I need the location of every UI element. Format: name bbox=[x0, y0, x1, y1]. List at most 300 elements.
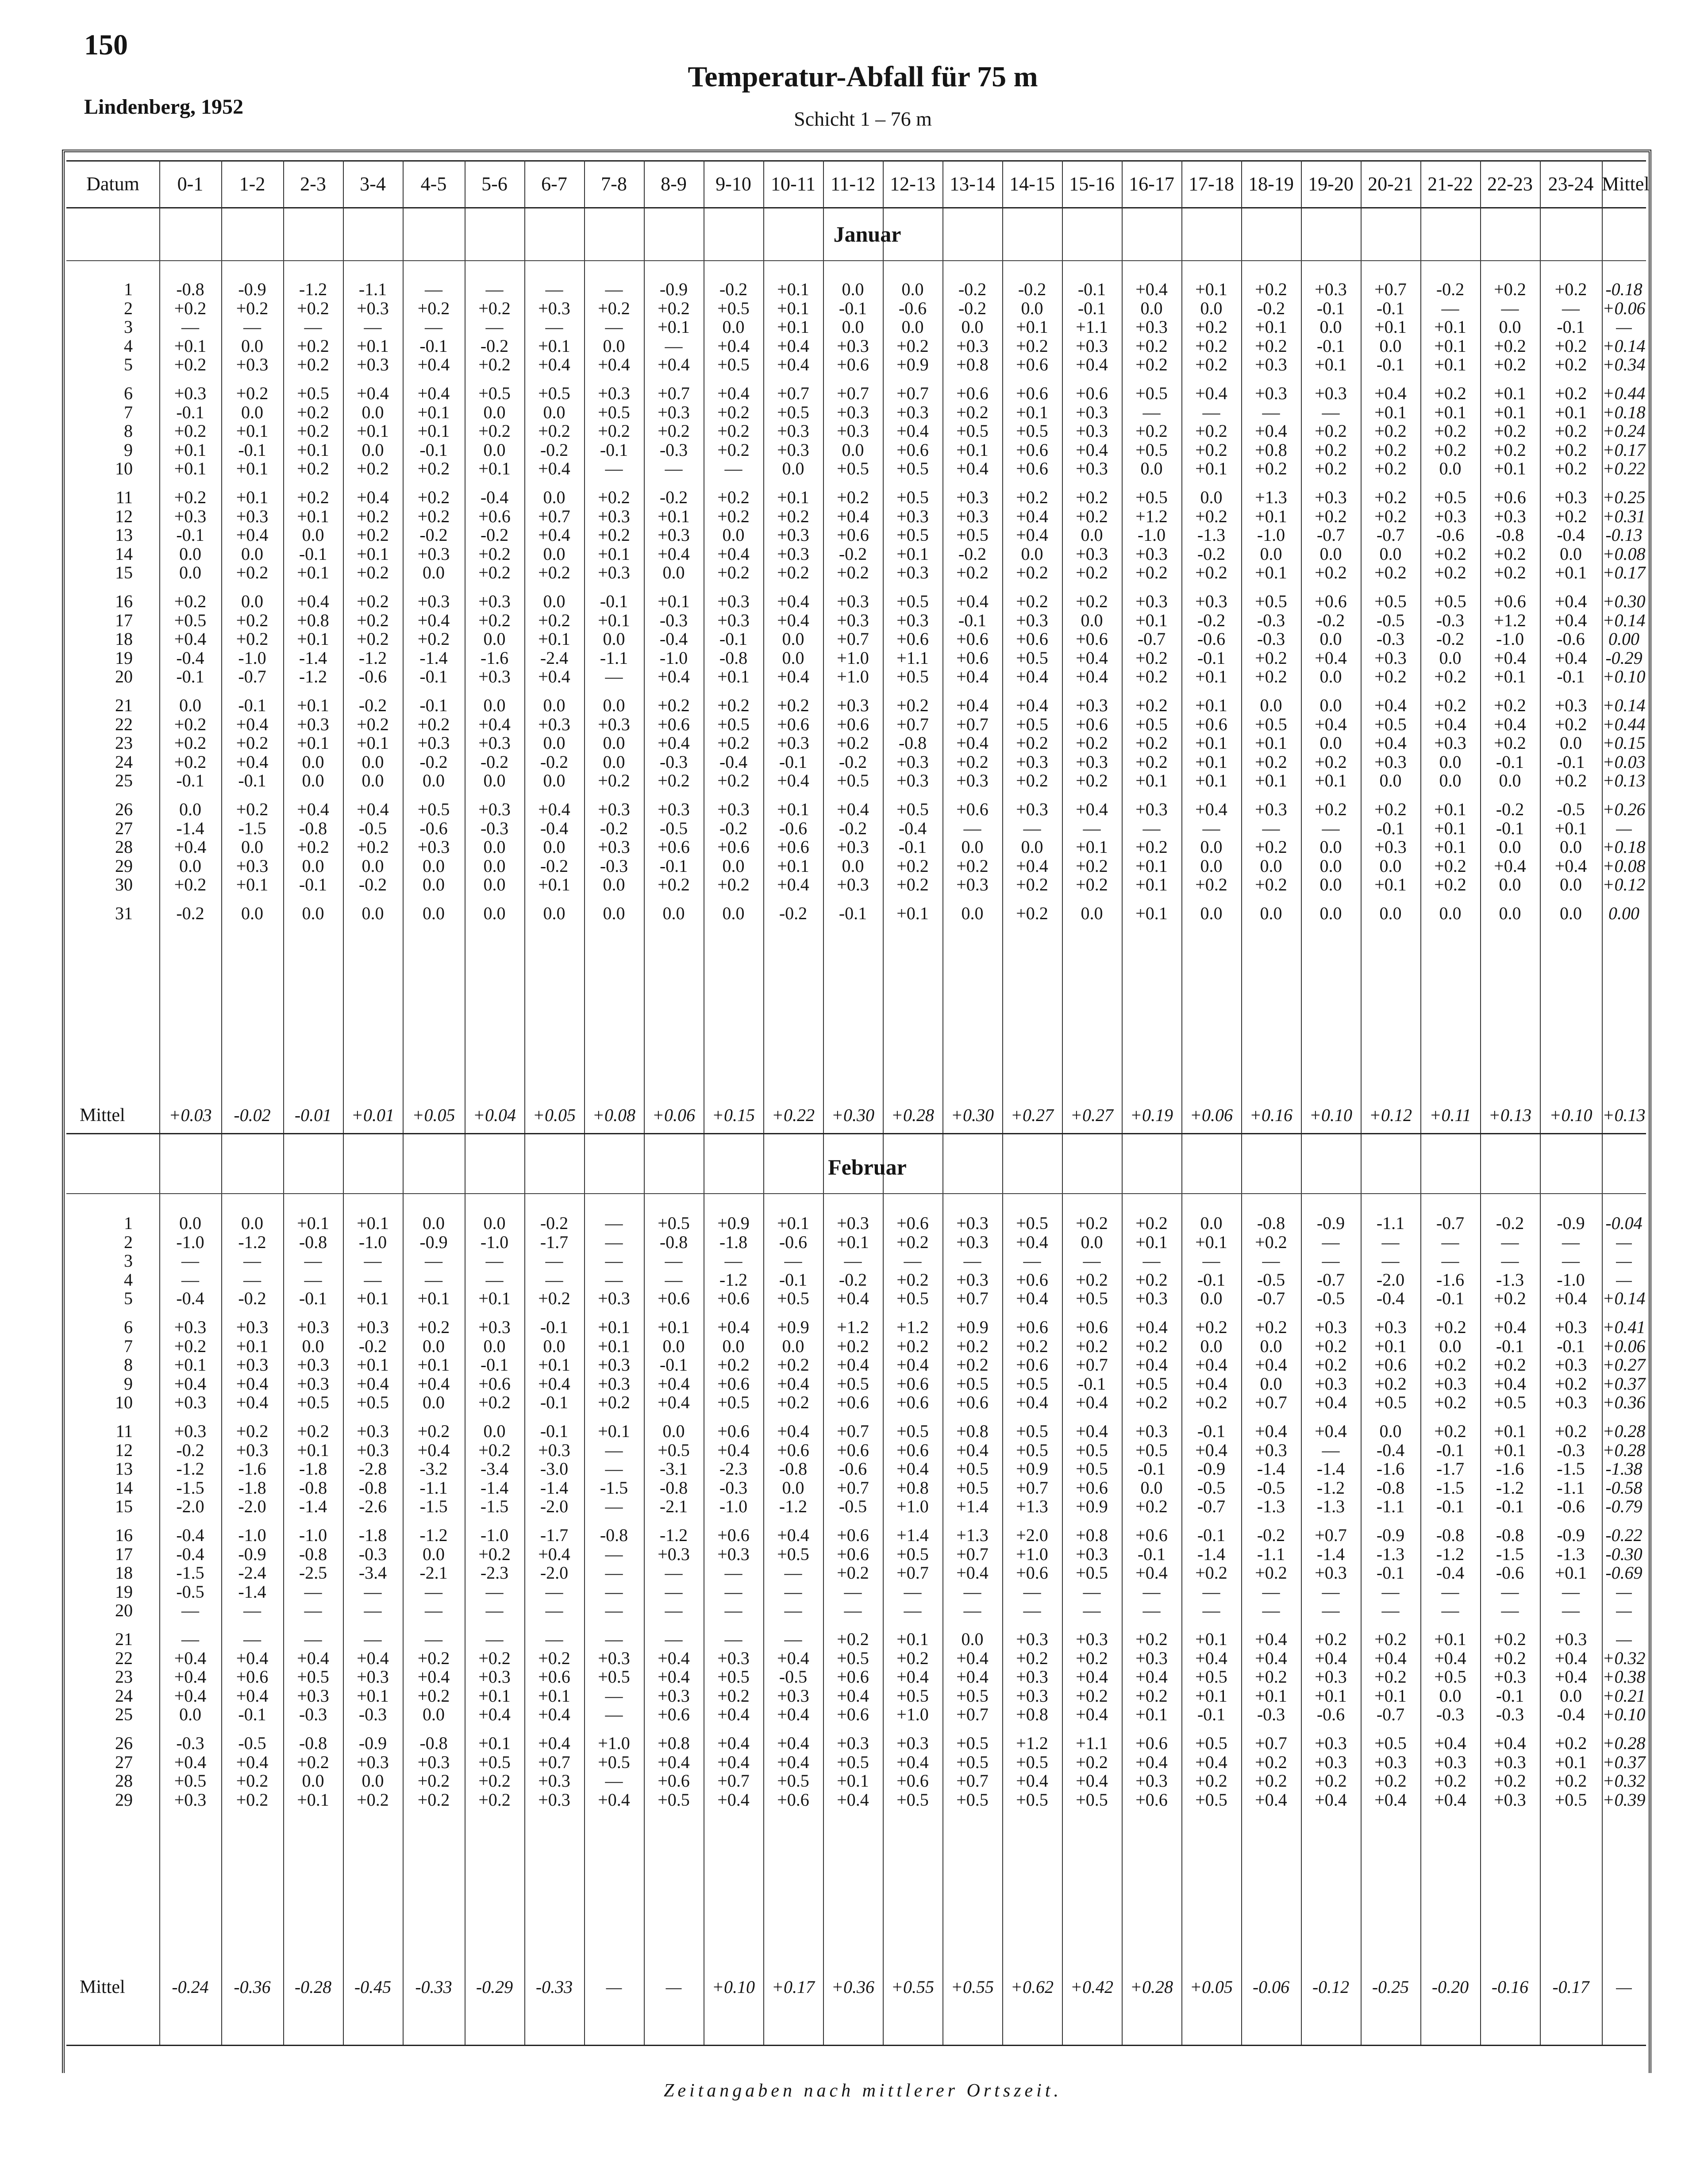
value-cell: +0.1 bbox=[357, 1288, 389, 1309]
value-cell: +0.2 bbox=[1076, 1752, 1108, 1772]
value-cell: -1.5 bbox=[419, 1496, 448, 1517]
value-cell: +0.3 bbox=[478, 1667, 511, 1687]
value-cell: +0.5 bbox=[837, 459, 869, 479]
daily-mean-cell: +0.41 bbox=[1602, 1317, 1646, 1337]
value-cell: -0.2 bbox=[358, 695, 387, 715]
daily-mean-cell: +0.28 bbox=[1602, 1421, 1646, 1441]
value-cell: +0.3 bbox=[1135, 591, 1168, 611]
value-cell: — bbox=[724, 1629, 742, 1649]
value-cell: -0.1 bbox=[176, 525, 204, 545]
value-cell: +0.3 bbox=[777, 525, 809, 545]
hourly-mean-cell: -0.29 bbox=[476, 1977, 513, 1997]
value-cell: +0.1 bbox=[777, 298, 809, 318]
value-cell: -0.1 bbox=[1197, 1704, 1226, 1725]
value-cell: +1.3 bbox=[956, 1525, 989, 1545]
value-cell: +0.2 bbox=[236, 799, 269, 819]
value-cell: — bbox=[1381, 1251, 1400, 1271]
value-cell: +0.2 bbox=[417, 1648, 450, 1668]
value-cell: +0.2 bbox=[1195, 355, 1227, 375]
value-cell: +0.4 bbox=[174, 1752, 207, 1772]
column-header: Datum bbox=[86, 173, 139, 195]
value-cell: +0.4 bbox=[777, 875, 809, 895]
value-cell: -1.2 bbox=[1316, 1477, 1345, 1498]
value-cell: 0.0 bbox=[603, 751, 625, 772]
value-cell: +0.3 bbox=[1374, 751, 1407, 772]
value-cell: +1.0 bbox=[837, 647, 869, 668]
value-cell: +0.1 bbox=[777, 855, 809, 876]
value-cell: +0.3 bbox=[174, 1317, 207, 1337]
value-cell: +0.4 bbox=[1076, 439, 1108, 460]
value-cell: 0.0 bbox=[302, 903, 324, 923]
value-cell: 0.0 bbox=[543, 903, 565, 923]
daily-mean-cell: -1.38 bbox=[1605, 1459, 1643, 1479]
value-cell: 0.0 bbox=[483, 1421, 506, 1441]
value-cell: -1.4 bbox=[238, 1581, 266, 1602]
date-cell: 5 bbox=[124, 1288, 133, 1309]
value-cell: — bbox=[963, 1251, 981, 1271]
value-cell: +0.4 bbox=[1076, 1421, 1108, 1441]
date-cell: 7 bbox=[124, 402, 133, 422]
value-cell: -0.8 bbox=[419, 1733, 448, 1753]
value-cell: -1.0 bbox=[1257, 525, 1285, 545]
value-cell: +0.3 bbox=[417, 837, 450, 857]
value-cell: 0.0 bbox=[662, 1336, 685, 1356]
value-cell: +0.3 bbox=[1135, 543, 1168, 564]
hourly-mean-cell: +0.05 bbox=[533, 1105, 576, 1125]
value-cell: +0.2 bbox=[658, 695, 690, 715]
value-cell: 0.0 bbox=[1200, 1336, 1223, 1356]
value-cell: +0.2 bbox=[1135, 335, 1168, 356]
value-cell: 0.0 bbox=[483, 695, 506, 715]
value-cell: +0.3 bbox=[837, 610, 869, 630]
value-cell: -1.4 bbox=[1316, 1544, 1345, 1564]
value-cell: +0.2 bbox=[1554, 383, 1587, 403]
value-cell: +0.1 bbox=[236, 421, 269, 441]
value-cell: — bbox=[425, 1251, 442, 1271]
value-cell: +0.2 bbox=[837, 1629, 869, 1649]
value-cell: -1.5 bbox=[1496, 1544, 1524, 1564]
value-cell: +0.3 bbox=[1315, 1563, 1347, 1583]
value-cell: +0.1 bbox=[538, 1685, 570, 1706]
value-cell: -0.7 bbox=[1436, 1213, 1465, 1233]
value-cell: +0.3 bbox=[357, 1667, 389, 1687]
value-cell: 0.0 bbox=[1439, 459, 1462, 479]
value-cell: +0.2 bbox=[1315, 506, 1347, 526]
value-cell: +0.2 bbox=[417, 487, 450, 507]
value-cell: +0.4 bbox=[717, 1733, 750, 1753]
daily-mean-cell: 0.00 bbox=[1608, 629, 1639, 649]
value-cell: +0.3 bbox=[717, 799, 750, 819]
value-cell: 0.0 bbox=[543, 771, 565, 791]
value-cell: +0.1 bbox=[478, 1288, 511, 1309]
value-cell: -1.5 bbox=[1557, 1459, 1585, 1479]
value-cell: +0.2 bbox=[357, 837, 389, 857]
value-cell: +0.1 bbox=[236, 875, 269, 895]
value-cell: +0.5 bbox=[1076, 1440, 1108, 1460]
value-cell: -0.5 bbox=[1557, 799, 1585, 819]
value-cell: +0.2 bbox=[174, 875, 207, 895]
value-cell: +0.2 bbox=[174, 421, 207, 441]
value-cell: -0.9 bbox=[1557, 1213, 1585, 1233]
value-cell: +0.2 bbox=[896, 1336, 929, 1356]
value-cell: +0.6 bbox=[896, 1213, 929, 1233]
hourly-mean-cell: +0.11 bbox=[1429, 1105, 1471, 1125]
value-cell: +1.3 bbox=[1255, 487, 1287, 507]
value-cell: +0.3 bbox=[1374, 647, 1407, 668]
value-cell: +0.3 bbox=[896, 771, 929, 791]
value-cell: -1.0 bbox=[480, 1232, 509, 1252]
value-cell: 0.0 bbox=[1499, 837, 1521, 857]
value-cell: -1.4 bbox=[1316, 1459, 1345, 1479]
value-cell: +0.1 bbox=[1494, 667, 1526, 687]
value-cell: +0.2 bbox=[297, 1752, 329, 1772]
value-cell: +0.2 bbox=[1076, 855, 1108, 876]
value-cell: +0.2 bbox=[1494, 1629, 1526, 1649]
value-cell: +0.2 bbox=[1076, 1685, 1108, 1706]
value-cell: — bbox=[1381, 1232, 1400, 1252]
value-cell: +0.3 bbox=[1554, 695, 1587, 715]
value-cell: +0.1 bbox=[1554, 818, 1587, 838]
value-cell: +0.4 bbox=[1076, 667, 1108, 687]
value-cell: +0.4 bbox=[956, 591, 989, 611]
value-cell: +0.2 bbox=[1434, 1317, 1466, 1337]
value-cell: -0.1 bbox=[958, 610, 987, 630]
value-cell: +0.5 bbox=[777, 402, 809, 422]
value-cell: +0.4 bbox=[777, 355, 809, 375]
value-cell: — bbox=[181, 1251, 199, 1271]
hourly-mean-cell: -0.01 bbox=[294, 1105, 332, 1125]
value-cell: +0.4 bbox=[1076, 647, 1108, 668]
value-cell: -1.2 bbox=[779, 1496, 808, 1517]
value-cell: -0.9 bbox=[238, 279, 266, 299]
value-cell: -0.9 bbox=[238, 1544, 266, 1564]
value-cell: -1.3 bbox=[1257, 1496, 1285, 1517]
value-cell: +0.3 bbox=[538, 1789, 570, 1810]
value-cell: 0.0 bbox=[782, 629, 804, 649]
value-cell: +0.3 bbox=[1494, 1752, 1526, 1772]
hourly-mean-cell: +0.03 bbox=[169, 1105, 212, 1125]
date-cell: 7 bbox=[124, 1336, 133, 1356]
value-cell: +0.5 bbox=[1016, 1789, 1048, 1810]
value-cell: -0.9 bbox=[659, 279, 688, 299]
value-cell: +0.4 bbox=[837, 1685, 869, 1706]
value-cell: +0.4 bbox=[777, 1648, 809, 1668]
value-cell: +0.3 bbox=[1434, 1752, 1466, 1772]
daily-mean-cell: +0.37 bbox=[1602, 1373, 1646, 1394]
value-cell: +0.2 bbox=[478, 355, 511, 375]
date-cell: 2 bbox=[124, 1232, 133, 1252]
value-cell: -0.1 bbox=[1077, 298, 1106, 318]
daily-mean-cell: +0.03 bbox=[1602, 751, 1646, 772]
value-cell: +0.2 bbox=[717, 487, 750, 507]
value-cell: +0.4 bbox=[658, 733, 690, 753]
value-cell: +0.4 bbox=[717, 1440, 750, 1460]
value-cell: +0.4 bbox=[896, 1355, 929, 1375]
value-cell: +0.4 bbox=[417, 1667, 450, 1687]
daily-mean-cell: +0.14 bbox=[1602, 335, 1646, 356]
value-cell: -1.5 bbox=[480, 1496, 509, 1517]
value-cell: +0.2 bbox=[1434, 439, 1466, 460]
value-cell: +0.3 bbox=[417, 543, 450, 564]
value-cell: +0.2 bbox=[658, 298, 690, 318]
value-cell: +0.2 bbox=[1016, 771, 1048, 791]
value-cell: +0.3 bbox=[777, 733, 809, 753]
value-cell: +0.4 bbox=[1554, 855, 1587, 876]
value-cell: +0.5 bbox=[1374, 591, 1407, 611]
value-cell: -0.2 bbox=[1197, 610, 1226, 630]
value-cell: +0.3 bbox=[174, 1392, 207, 1413]
value-cell: +0.4 bbox=[956, 733, 989, 753]
value-cell: +0.4 bbox=[1255, 1421, 1287, 1441]
value-cell: — bbox=[364, 1269, 382, 1290]
month-rule bbox=[66, 260, 1646, 261]
value-cell: — bbox=[724, 1563, 742, 1583]
value-cell: +0.1 bbox=[1076, 837, 1108, 857]
value-cell: +0.1 bbox=[1135, 875, 1168, 895]
value-cell: +0.3 bbox=[598, 506, 630, 526]
value-cell: -0.1 bbox=[1496, 751, 1524, 772]
value-cell: -0.1 bbox=[176, 667, 204, 687]
daily-mean-cell: — bbox=[1616, 1629, 1632, 1649]
value-cell: 0.0 bbox=[362, 855, 384, 876]
value-cell: — bbox=[1262, 402, 1280, 422]
value-cell: +1.2 bbox=[837, 1317, 869, 1337]
value-cell: +0.6 bbox=[837, 1544, 869, 1564]
value-cell: +0.4 bbox=[717, 1752, 750, 1772]
value-cell: 0.0 bbox=[423, 855, 445, 876]
value-cell: -0.5 bbox=[1257, 1477, 1285, 1498]
value-cell: +0.6 bbox=[1374, 1355, 1407, 1375]
value-cell: +0.4 bbox=[777, 610, 809, 630]
value-cell: -0.3 bbox=[1496, 1704, 1524, 1725]
value-cell: -0.1 bbox=[540, 1317, 569, 1337]
value-cell: -0.8 bbox=[659, 1477, 688, 1498]
value-cell: — bbox=[605, 1629, 623, 1649]
value-cell: +0.4 bbox=[1494, 855, 1526, 876]
value-cell: +0.1 bbox=[1195, 1685, 1227, 1706]
value-cell: — bbox=[364, 1629, 382, 1649]
value-cell: -0.2 bbox=[1316, 610, 1345, 630]
value-cell: +0.2 bbox=[1016, 1336, 1048, 1356]
value-cell: +0.2 bbox=[236, 298, 269, 318]
value-cell: +0.8 bbox=[956, 355, 989, 375]
value-cell: -1.8 bbox=[719, 1232, 748, 1252]
value-cell: +0.3 bbox=[1255, 1440, 1287, 1460]
value-cell: -2.4 bbox=[540, 647, 569, 668]
value-cell: +0.4 bbox=[417, 1440, 450, 1460]
value-cell: +0.2 bbox=[1255, 279, 1287, 299]
value-cell: — bbox=[425, 1600, 442, 1621]
month-label: Januar bbox=[833, 222, 901, 247]
value-cell: -0.1 bbox=[898, 837, 927, 857]
value-cell: +0.3 bbox=[956, 1213, 989, 1233]
value-cell: +0.6 bbox=[717, 1288, 750, 1309]
value-cell: +0.5 bbox=[837, 1752, 869, 1772]
value-cell: +0.1 bbox=[1255, 771, 1287, 791]
value-cell: +0.1 bbox=[236, 1336, 269, 1356]
daily-mean-cell: -0.69 bbox=[1605, 1563, 1643, 1583]
column-header: 12-13 bbox=[890, 173, 935, 195]
value-cell: +0.4 bbox=[1554, 610, 1587, 630]
value-cell: -0.2 bbox=[839, 818, 867, 838]
value-cell: -2.0 bbox=[238, 1496, 266, 1517]
value-cell: +0.7 bbox=[1315, 1525, 1347, 1545]
value-cell: +0.4 bbox=[174, 1373, 207, 1394]
value-cell: +0.7 bbox=[1076, 1355, 1108, 1375]
value-cell: — bbox=[364, 1600, 382, 1621]
value-cell: +0.3 bbox=[598, 383, 630, 403]
value-cell: -2.4 bbox=[238, 1563, 266, 1583]
value-cell: +0.2 bbox=[297, 459, 329, 479]
value-cell: -0.3 bbox=[299, 1704, 327, 1725]
value-cell: 0.0 bbox=[1319, 837, 1342, 857]
value-cell: 0.0 bbox=[842, 279, 864, 299]
value-cell: +0.2 bbox=[1076, 1269, 1108, 1290]
value-cell: +0.4 bbox=[777, 1373, 809, 1394]
value-cell: +1.3 bbox=[1016, 1496, 1048, 1517]
date-cell: 24 bbox=[115, 751, 133, 772]
value-cell: — bbox=[304, 317, 322, 337]
value-cell: -0.4 bbox=[1376, 1440, 1405, 1460]
value-cell: +0.2 bbox=[1434, 543, 1466, 564]
column-header: Mittel bbox=[1602, 173, 1650, 195]
value-cell: +0.2 bbox=[896, 1232, 929, 1252]
value-cell: -1.8 bbox=[238, 1477, 266, 1498]
value-cell: — bbox=[1023, 1581, 1041, 1602]
value-cell: +1.0 bbox=[1016, 1544, 1048, 1564]
value-cell: +0.6 bbox=[896, 1440, 929, 1460]
value-cell: — bbox=[485, 1600, 504, 1621]
value-cell: -0.9 bbox=[1557, 1525, 1585, 1545]
value-cell: — bbox=[545, 317, 563, 337]
value-cell: +0.6 bbox=[658, 837, 690, 857]
value-cell: — bbox=[485, 1629, 504, 1649]
value-cell: +0.1 bbox=[1135, 903, 1168, 923]
daily-mean-cell: +0.34 bbox=[1602, 355, 1646, 375]
value-cell: 0.0 bbox=[961, 837, 984, 857]
value-cell: +0.4 bbox=[896, 1752, 929, 1772]
date-cell: 1 bbox=[124, 1213, 133, 1233]
value-cell: — bbox=[665, 1581, 683, 1602]
value-cell: +0.1 bbox=[1195, 1232, 1227, 1252]
value-cell: +0.4 bbox=[1076, 1704, 1108, 1725]
column-header: 21-22 bbox=[1427, 173, 1473, 195]
value-cell: 0.0 bbox=[1319, 543, 1342, 564]
value-cell: 0.0 bbox=[782, 1336, 804, 1356]
column-header: 19-20 bbox=[1308, 173, 1354, 195]
value-cell: -0.2 bbox=[719, 818, 748, 838]
value-cell: — bbox=[1262, 1251, 1280, 1271]
value-cell: +0.4 bbox=[1494, 1317, 1526, 1337]
hourly-mean-cell: -0.33 bbox=[535, 1977, 573, 1997]
value-cell: +0.2 bbox=[837, 1336, 869, 1356]
value-cell: +0.2 bbox=[538, 1288, 570, 1309]
value-cell: 0.0 bbox=[483, 439, 506, 460]
value-cell: +0.3 bbox=[1554, 1392, 1587, 1413]
column-header: 18-19 bbox=[1248, 173, 1294, 195]
value-cell: +0.2 bbox=[236, 1789, 269, 1810]
value-cell: +0.4 bbox=[837, 1789, 869, 1810]
value-cell: +0.3 bbox=[598, 1355, 630, 1375]
value-cell: +0.4 bbox=[1315, 647, 1347, 668]
value-cell: +0.7 bbox=[896, 1563, 929, 1583]
value-cell: +0.7 bbox=[956, 1704, 989, 1725]
value-cell: +0.5 bbox=[1076, 1789, 1108, 1810]
value-cell: -1.1 bbox=[600, 647, 628, 668]
value-cell: -0.1 bbox=[1197, 1525, 1226, 1545]
value-cell: +0.4 bbox=[1255, 1648, 1287, 1668]
value-cell: +0.7 bbox=[896, 714, 929, 734]
value-cell: +0.2 bbox=[896, 335, 929, 356]
value-cell: +0.1 bbox=[1255, 317, 1287, 337]
value-cell: -0.6 bbox=[779, 818, 808, 838]
value-cell: -0.3 bbox=[719, 1477, 748, 1498]
daily-mean-cell: +0.14 bbox=[1602, 1288, 1646, 1309]
value-cell: +0.4 bbox=[717, 1789, 750, 1810]
value-cell: -2.5 bbox=[299, 1563, 327, 1583]
value-cell: — bbox=[181, 1600, 199, 1621]
value-cell: +0.5 bbox=[956, 421, 989, 441]
value-cell: +0.1 bbox=[357, 733, 389, 753]
value-cell: 0.0 bbox=[1021, 837, 1043, 857]
value-cell: +0.4 bbox=[417, 1373, 450, 1394]
value-cell: +0.9 bbox=[896, 355, 929, 375]
value-cell: +0.4 bbox=[956, 1563, 989, 1583]
value-cell: +0.4 bbox=[1434, 1733, 1466, 1753]
value-cell: +0.2 bbox=[1494, 1288, 1526, 1309]
value-cell: +0.1 bbox=[1554, 563, 1587, 583]
value-cell: +0.5 bbox=[598, 1667, 630, 1687]
value-cell: +0.2 bbox=[1374, 439, 1407, 460]
value-cell: +0.5 bbox=[956, 1373, 989, 1394]
value-cell: +0.5 bbox=[1016, 714, 1048, 734]
value-cell: -0.2 bbox=[1257, 298, 1285, 318]
daily-mean-cell: -0.30 bbox=[1605, 1544, 1643, 1564]
value-cell: +0.3 bbox=[1135, 1421, 1168, 1441]
value-cell: +0.7 bbox=[1255, 1733, 1287, 1753]
value-cell: -1.2 bbox=[358, 647, 387, 668]
value-cell: — bbox=[784, 1600, 802, 1621]
value-cell: +0.4 bbox=[598, 355, 630, 375]
value-cell: +0.3 bbox=[1494, 506, 1526, 526]
value-cell: +0.1 bbox=[297, 1789, 329, 1810]
value-cell: +0.8 bbox=[896, 1477, 929, 1498]
value-cell: — bbox=[1202, 1581, 1220, 1602]
value-cell: +0.6 bbox=[1076, 629, 1108, 649]
value-cell: +0.4 bbox=[236, 1752, 269, 1772]
value-cell: +0.2 bbox=[1374, 459, 1407, 479]
value-cell: +0.3 bbox=[174, 1421, 207, 1441]
value-cell: +0.2 bbox=[896, 855, 929, 876]
value-cell: +0.7 bbox=[1255, 1392, 1287, 1413]
date-cell: 3 bbox=[124, 317, 133, 337]
value-cell: -0.3 bbox=[1257, 629, 1285, 649]
value-cell: +0.4 bbox=[598, 1789, 630, 1810]
value-cell: +0.1 bbox=[1135, 1232, 1168, 1252]
value-cell: +0.2 bbox=[1135, 421, 1168, 441]
value-cell: — bbox=[425, 279, 442, 299]
hourly-mean-cell: +0.06 bbox=[1190, 1105, 1233, 1125]
value-cell: +0.3 bbox=[717, 610, 750, 630]
value-cell: 0.0 bbox=[1379, 903, 1402, 923]
value-cell: +0.6 bbox=[837, 714, 869, 734]
value-cell: +0.2 bbox=[1554, 421, 1587, 441]
value-cell: +0.2 bbox=[1374, 799, 1407, 819]
value-cell: +0.3 bbox=[1315, 1373, 1347, 1394]
value-cell: 0.0 bbox=[1140, 298, 1163, 318]
daily-mean-cell: -0.22 bbox=[1605, 1525, 1643, 1545]
value-cell: +0.2 bbox=[717, 1355, 750, 1375]
